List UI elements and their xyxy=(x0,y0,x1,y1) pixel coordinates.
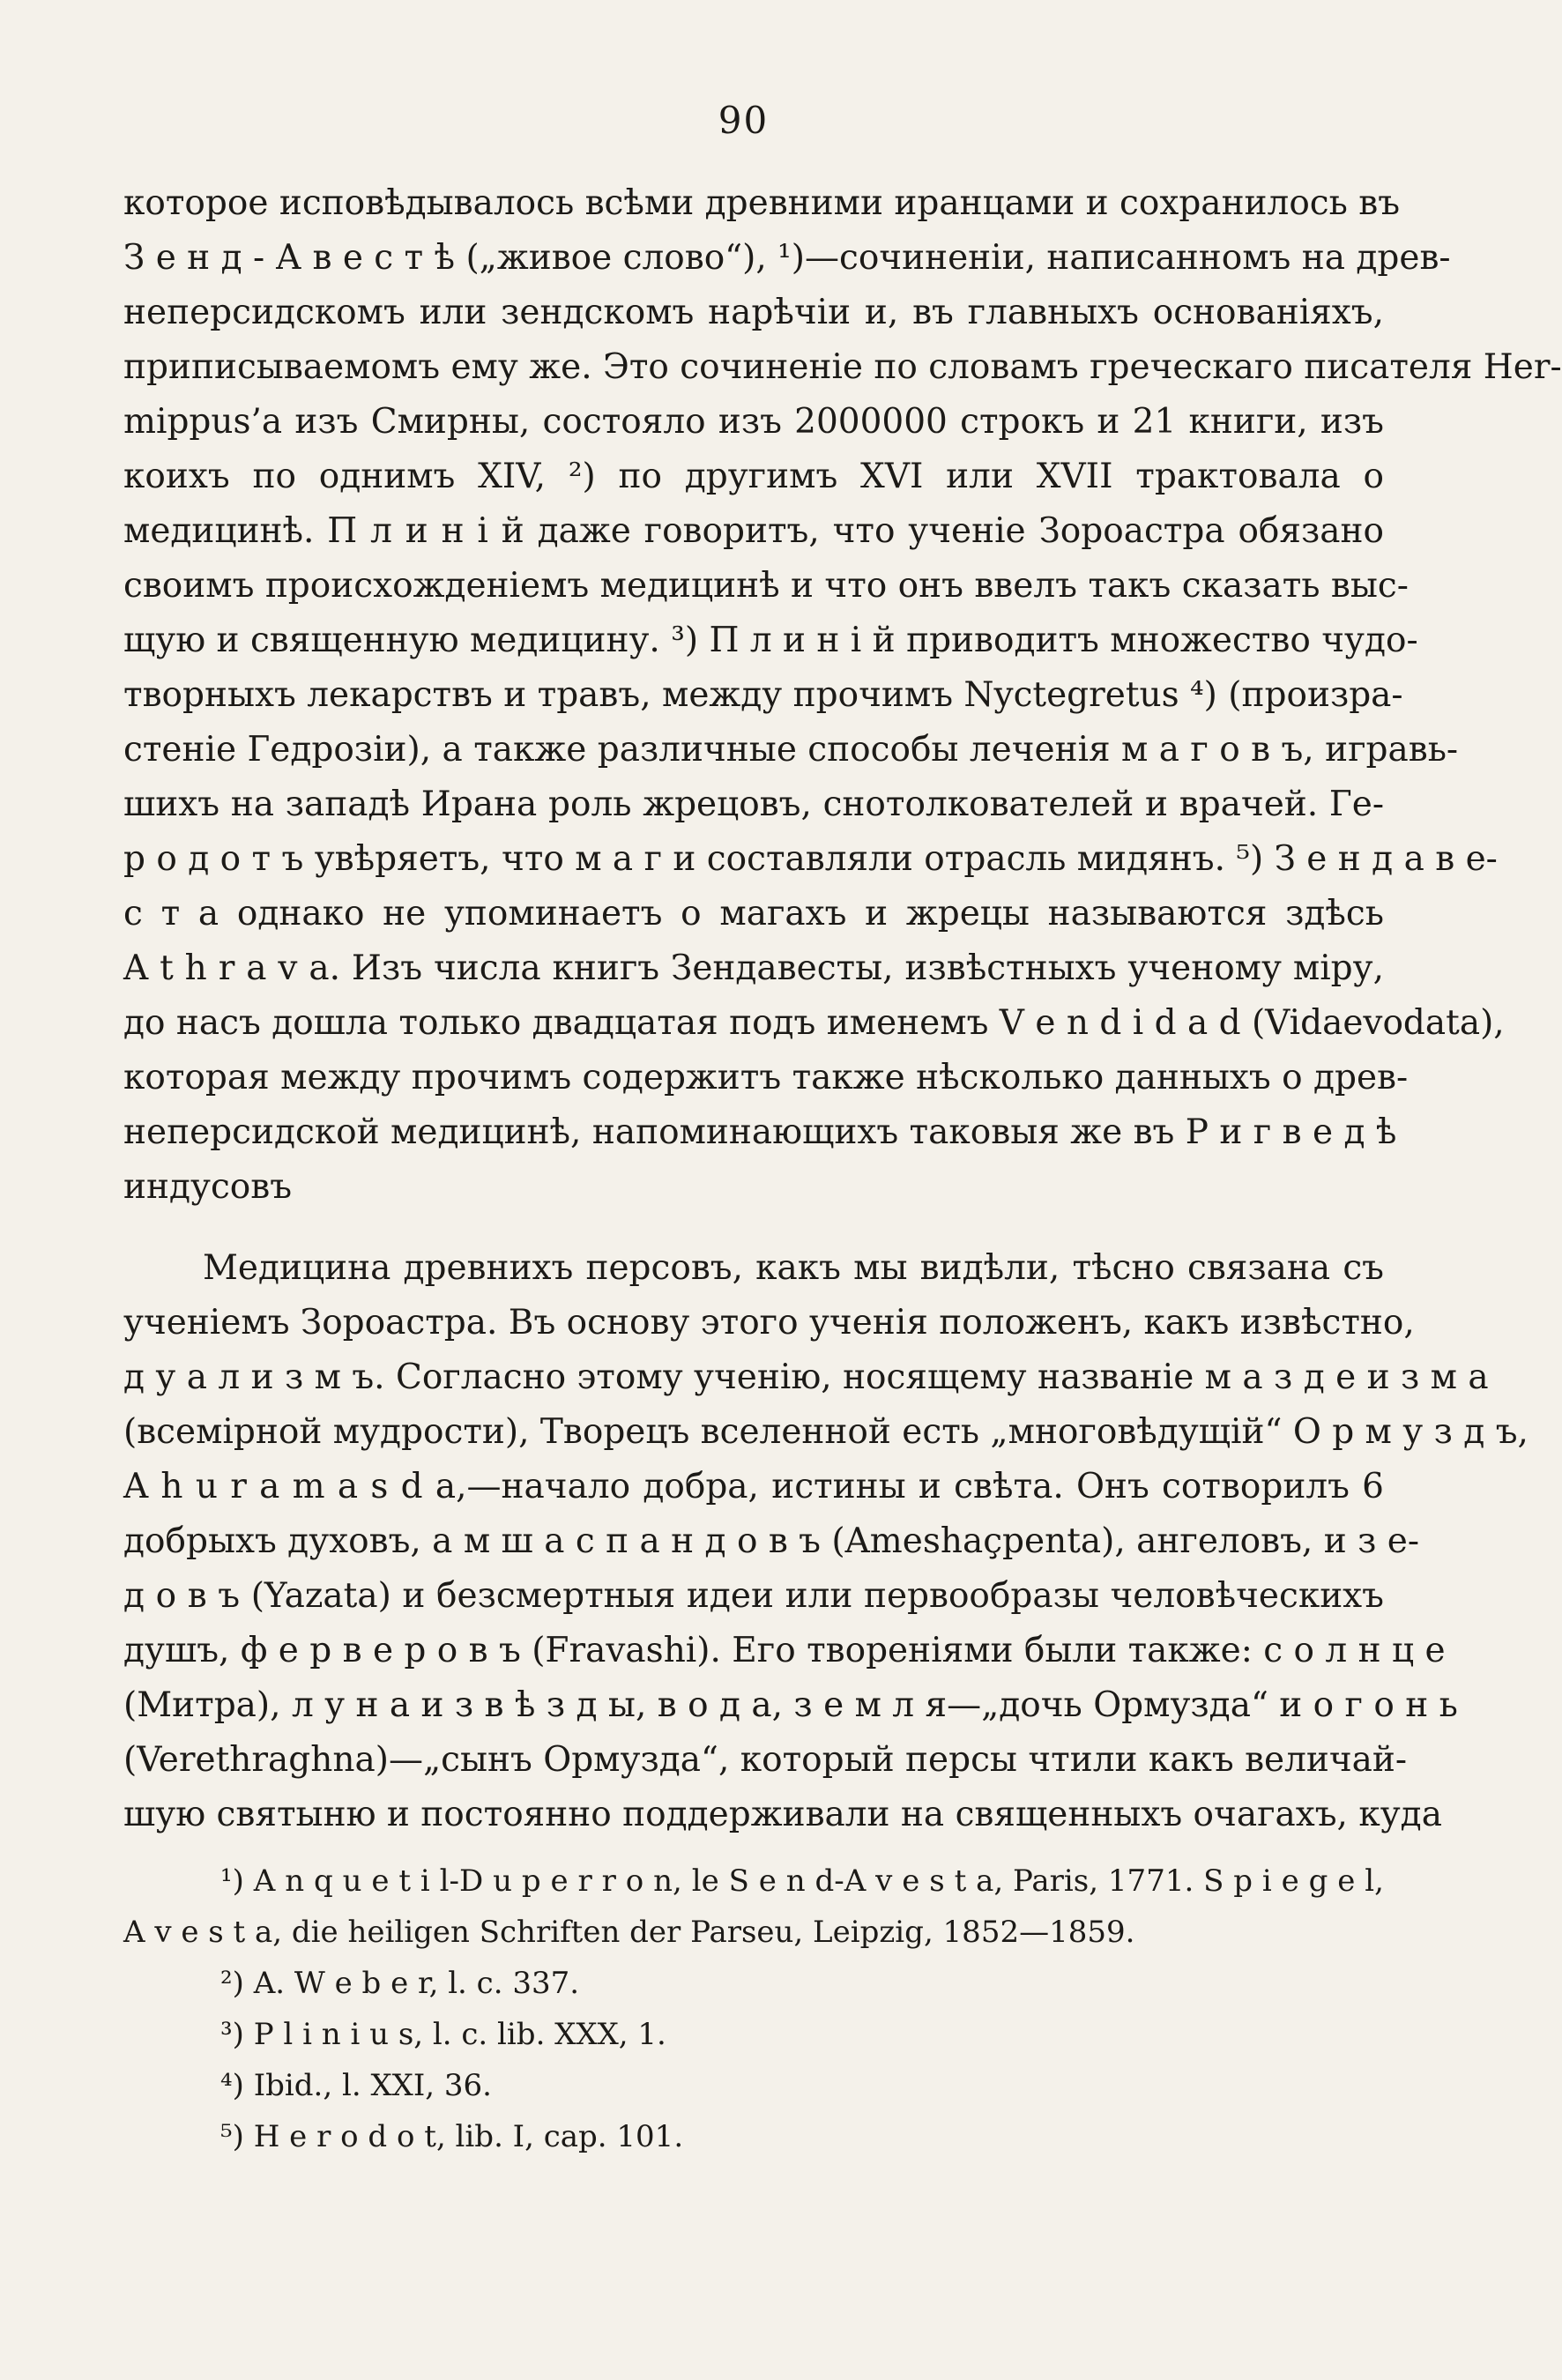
footnotes xyxy=(123,1856,1384,2162)
text-line: (всемірной мудрости), Творецъ вселенной есть „многовѣдущій“ О р м у з д ъ, xyxy=(123,1412,1529,1452)
paragraph-gap xyxy=(123,1215,1384,1241)
text-line: которая между прочимъ содержитъ также нѣсколько данныхъ о древ- xyxy=(123,1058,1409,1097)
text-line: приписываемомъ ему же. Это сочиненіе по словамъ греческаго писателя Her- xyxy=(123,347,1562,387)
text-line: A h u r a m a s d a,—начало добра, истины и свѣта. Онъ сотворилъ 6 xyxy=(123,1467,1384,1506)
text-line: добрыхъ духовъ, а м ш а с п а н д о в ъ (Amesha​çpenta), ангеловъ, и з е- xyxy=(123,1521,1420,1561)
text-line: З е н д - А в е с т ѣ („живое слово“), ¹)—сочиненіи, написанномъ на древ- xyxy=(123,238,1451,278)
text-line: (Verethraghna)—„сынъ Ормузда“, который персы чтили какъ величай- xyxy=(123,1740,1408,1780)
text-line: (Митра), л у н а и з в ѣ з д ы, в о д а, з е м л я—„дочь Ормузда“ и о г о н ь xyxy=(123,1685,1458,1725)
text-line: душъ, ф е р в е р о в ъ (Fravashi). Его твореніями были также: с о л н ц е xyxy=(123,1631,1446,1670)
main-text xyxy=(123,176,1562,1842)
text-line: Медицина древнихъ персовъ, какъ мы видѣли, тѣсно связана съ xyxy=(203,1248,1384,1288)
paragraph-2 xyxy=(123,1241,1529,1842)
text-line: шую святыню и постоянно поддерживали на священныхъ очагахъ, куда xyxy=(123,1795,1442,1834)
footnote-1-continued: A v e s t a, die heiligen Schriften der Parseu, Leipzig, 1852—1859. xyxy=(123,1915,1135,1950)
text-line: стеніе Гедрозіи), а также различные способы леченія м а г о в ъ, игравь- xyxy=(123,730,1459,770)
text-line: ученіемъ Зороастра. Въ основу этого ученія положенъ, какъ извѣстно, xyxy=(123,1303,1415,1342)
text-line: шихъ на западѣ Ирана роль жрецовъ, снотолкователей и врачей. Ге- xyxy=(123,785,1384,824)
footnote-4: ⁴) Ibid., l. XXI, 36. xyxy=(220,2068,492,2103)
text-line: которое исповѣдывалось всѣми древними иранцами и сохранилось въ xyxy=(123,183,1401,223)
text-line: неперсидскомъ или зендскомъ нарѣчіи и, въ главныхъ основаніяхъ, xyxy=(123,293,1384,332)
text-line: неперсидской медицинѣ, напоминающихъ таковыя же въ Р и г в е д ѣ xyxy=(123,1112,1397,1152)
text-line: с т а однако не упоминаетъ о магахъ и жрецы называются здѣсь xyxy=(123,894,1384,933)
paragraph-1 xyxy=(123,176,1562,1215)
text-line: mippus’а изъ Смирны, состояло изъ 2000000 строкъ и 21 книги, изъ xyxy=(123,402,1384,442)
footnote-3: ³) P l i n i u s, l. c. lib. XXX, 1. xyxy=(220,2017,666,2052)
text-line: творныхъ лекарствъ и травъ, между прочимъ Nyctegretus ⁴) (произра- xyxy=(123,675,1403,715)
footnote-5: ⁵) H e r o d o t, lib. I, cap. 101. xyxy=(220,2119,684,2154)
text-line: до насъ дошла только двадцатая подъ именемъ V e n d i d a d (Vidaevodata), xyxy=(123,1003,1505,1043)
footnote-2: ²) A. W e b e r, l. c. 337. xyxy=(220,1966,580,2001)
text-line: индусовъ xyxy=(123,1167,293,1207)
text-line: р о д о т ъ увѣряетъ, что м а г и составляли отрасль мидянъ. ⁵) З е н д а в е- xyxy=(123,839,1498,879)
text-line: д у а л и з м ъ. Согласно этому ученію, носящему названіе м а з д е и з м а xyxy=(123,1357,1489,1397)
text-line: щую и священную медицину. ³) П л и н і й приводитъ множество чудо- xyxy=(123,621,1418,660)
text-line: д о в ъ (Yazata) и безсмертныя идеи или первообразы человѣческихъ xyxy=(123,1576,1384,1616)
text-line: коихъ по однимъ XIV, ²) по другимъ XVI или XVII трактовала о xyxy=(123,457,1384,496)
page-number: 90 xyxy=(718,99,770,142)
text-line: медицинѣ. П л и н і й даже говоритъ, что ученіе Зороастра обязано xyxy=(123,511,1384,551)
footnote-1: ¹) A n q u e t i l-D u p e r r o n, le S e n d-A v e s t a, Paris, 1771. S p i e g e l, xyxy=(220,1863,1384,1899)
text-line: A t h r a v a. Изъ числа книгъ Зендавесты, извѣстныхъ ученому міру, xyxy=(123,948,1384,988)
text-line: своимъ происхожденіемъ медицинѣ и что онъ ввелъ такъ сказать выс- xyxy=(123,566,1409,606)
